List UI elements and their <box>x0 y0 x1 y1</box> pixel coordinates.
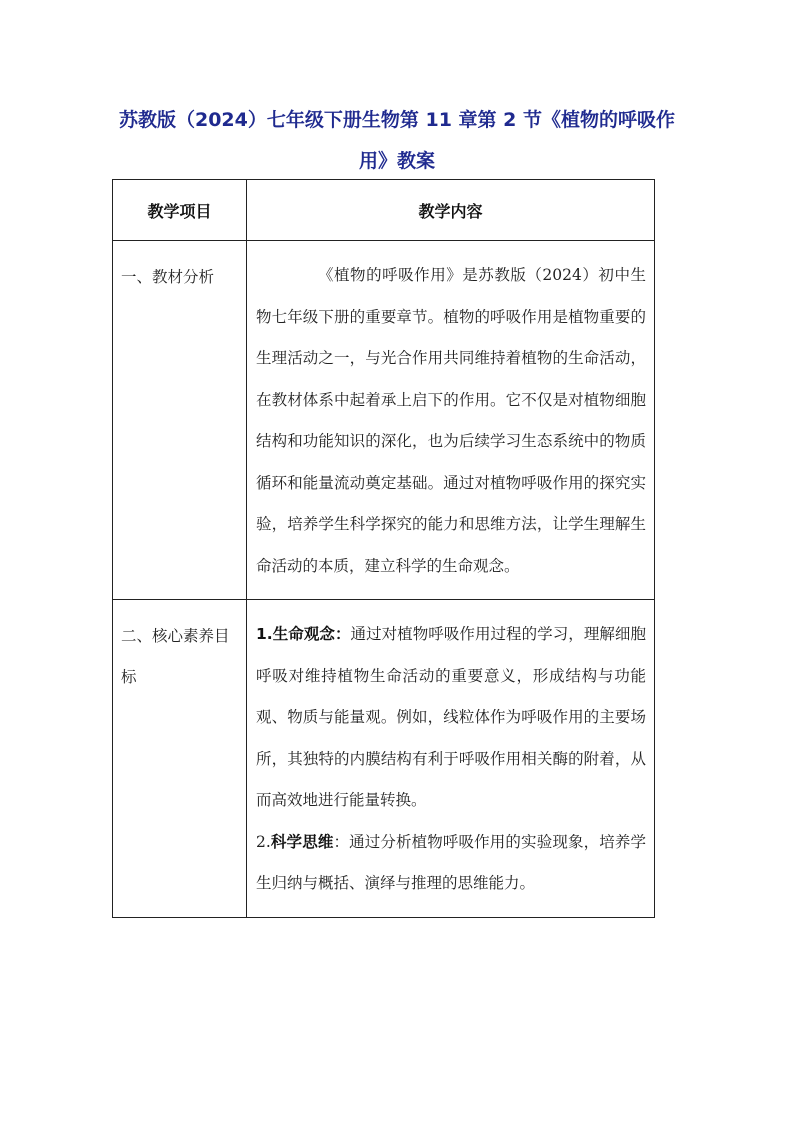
page-title: 苏教版（2024）七年级下册生物第 11 章第 2 节《植物的呼吸作用》教案 <box>118 109 675 172</box>
row-label-core-literacy: 二、核心素养目标 <box>113 600 247 918</box>
table-header-row <box>113 180 655 241</box>
lesson-plan-table <box>112 179 655 918</box>
header-teaching-item: 教学项目 <box>113 180 247 241</box>
row-content-textbook-analysis <box>247 241 655 600</box>
table-row-core-literacy <box>113 600 655 918</box>
row-label-textbook-analysis: 一、教材分析 <box>113 241 247 600</box>
row-content-core-literacy <box>247 600 655 918</box>
header-teaching-content: 教学内容 <box>247 180 655 241</box>
goal-point-scientific-thinking: 2.科学思维：通过分析植物呼吸作用的实验现象，培养学生归纳与概括、演绎与推理的思维能力。 <box>256 832 646 892</box>
textbook-analysis-paragraph: 《植物的呼吸作用》是苏教版（2024）初中生物七年级下册的重要章节。植物的呼吸作用是植物重要的生理活动之一，与光合作用共同维持着植物的生命活动，在教材体系中起着承上启下的作用。它不仅是对植物细胞结构和功能知识的深化，也为后续学习生态系统中的物质循环和能量流动奠定基础。通过对植物呼吸作用的探究实验，培养学生科学探究的能力和思维方法，让学生理解生命活动的本质，建立科学的生命观念。 <box>256 266 646 575</box>
table-row-textbook-analysis <box>113 241 655 600</box>
goal-point-life-concept: 1.生命观念：通过对植物呼吸作用过程的学习，理解细胞呼吸对维持植物生命活动的重要意义，形成结构与功能观、物质与能量观。例如，线粒体作为呼吸作用的主要场所，其独特的内膜结构有利于呼吸作用相关酶的附着，从而高效地进行能量转换。 <box>256 625 646 809</box>
